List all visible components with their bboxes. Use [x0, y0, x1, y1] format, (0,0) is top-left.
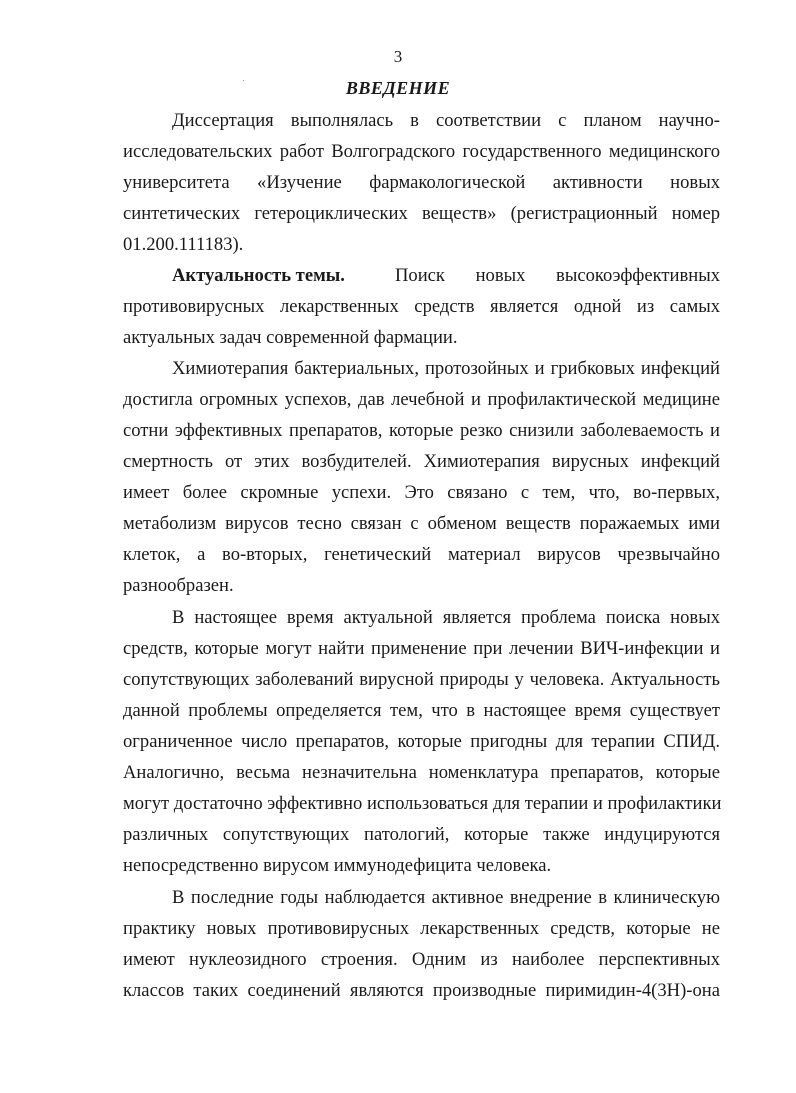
paragraph-3-line-1: Химиотерапия бактериальных, протозойных и грибковых инфекций — [172, 358, 720, 379]
page-number: 3 — [393, 47, 403, 66]
paragraph-5-line-2: практику новых противовирусных лекарственных средств, которые не — [123, 918, 720, 939]
paragraph-4-line-4: данной проблемы определяется тем, что в настоящее время существует — [123, 700, 720, 721]
paragraph-5-line-1: В последние годы наблюдается активное внедрение в клиническую — [172, 887, 720, 908]
paragraph-2-line-2: противовирусных лекарственных средств является одной из самых — [123, 296, 720, 317]
paragraph-5-line-4: классов таких соединений являются производные пиримидин-4(3H)-она — [123, 980, 720, 1001]
paragraph-3-line-3: сотни эффективных препаратов, которые резко снизили заболеваемость и — [123, 420, 720, 441]
relevance-heading: Актуальность темы. — [172, 265, 345, 286]
section-title: ВВЕДЕНИЕ — [345, 78, 451, 98]
paragraph-3-line-8: разнообразен. — [123, 575, 234, 596]
paragraph-4-line-6: Аналогично, весьма незначительна номенклатура препаратов, которые — [123, 762, 720, 783]
paragraph-4-line-3: сопутствующих заболеваний вирусной природы у человека. Актуальность — [123, 669, 720, 690]
paragraph-4-line-5: ограниченное число препаратов, которые пригодны для терапии СПИД. — [123, 731, 720, 752]
paragraph-1-line-3: университета «Изучение фармакологической активности новых — [123, 172, 720, 193]
paragraph-3-line-5: имеет более скромные успехи. Это связано с тем, что, во-первых, — [123, 482, 720, 503]
paragraph-5-line-3: имеют нуклеозидного строения. Одним из наиболее перспективных — [123, 949, 720, 970]
paragraph-2-line-1-text: Поиск новых высокоэффективных — [395, 265, 720, 286]
paragraph-4-line-1: В настоящее время актуальной является проблема поиска новых — [172, 607, 720, 628]
paragraph-1-line-4: синтетических гетероциклических веществ» (регистрационный номер — [123, 203, 720, 224]
paragraph-3-line-4: смертность от этих возбудителей. Химиотерапия вирусных инфекций — [123, 451, 720, 472]
paragraph-1-line-5: 01.200.111183). — [123, 234, 244, 255]
paragraph-4-line-2: средств, которые могут найти применение при лечении ВИЧ-инфекции и — [123, 638, 720, 659]
paragraph-3-line-7: клеток, а во-вторых, генетический материал вирусов чрезвычайно — [123, 544, 720, 565]
paragraph-4-line-8: различных сопутствующих патологий, которые также индуцируются — [123, 824, 720, 845]
paragraph-1-line-1: Диссертация выполнялась в соответствии с планом научно- — [172, 110, 720, 131]
paragraph-1-line-2: исследовательских работ Волгоградского государственного медицинского — [123, 141, 720, 162]
paragraph-4-line-9: непосредственно вирусом иммунодефицита человека. — [123, 855, 552, 876]
paragraph-2-line-3: актуальных задач современной фармации. — [123, 327, 458, 348]
paragraph-4-line-7: могут достаточно эффективно использоваться для терапии и профилактики — [123, 793, 722, 814]
paragraph-2-line-1 — [172, 265, 720, 287]
paragraph-3-line-2: достигла огромных успехов, дав лечебной и профилактической медицине — [123, 389, 720, 410]
paragraph-3-line-6: метаболизм вирусов тесно связан с обменом веществ поражаемых ими — [123, 513, 720, 534]
